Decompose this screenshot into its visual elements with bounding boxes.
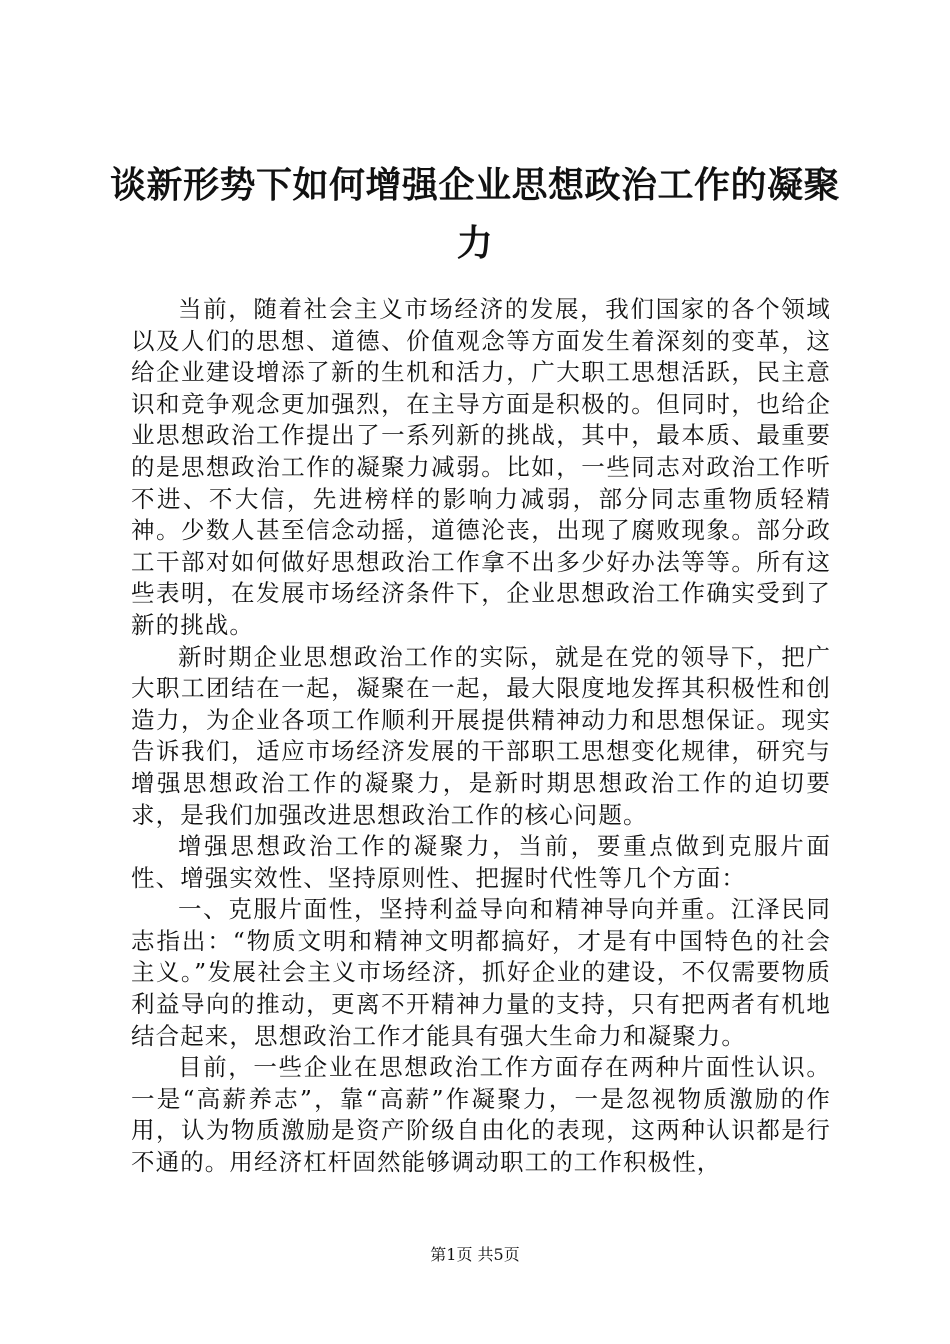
document-body [131, 294, 831, 1179]
paragraph-4: 一、克服片面性，坚持利益导向和精神导向并重。江泽民同志指出：“物质文明和精神文明都搞好，才是有中国特色的社会主义。”发展社会主义市场经济，抓好企业的建设，不仅需要物质利益导向的推动，更离不开精神力量的支持，只有把两者有机地结合起来，思想政治工作才能具有强大生命力和凝聚力。 [131, 895, 831, 1050]
page-footer: 第1页 共5页 [430, 1245, 520, 1264]
paragraph-2: 新时期企业思想政治工作的实际，就是在党的领导下，把广大职工团结在一起，凝聚在一起，最大限度地发挥其积极性和创造力，为企业各项工作顺利开展提供精神动力和思想保证。现实告诉我们，适应市场经济发展的干部职工思想变化规律，研究与增强思想政治工作的凝聚力，是新时期思想政治工作的迫切要求，是我们加强改进思想政治工作的核心问题。 [131, 642, 831, 829]
paragraph-1: 当前，随着社会主义市场经济的发展，我们国家的各个领域以及人们的思想、道德、价值观念等方面发生着深刻的变革，这给企业建设增添了新的生机和活力，广大职工思想活跃，民主意识和竞争观念更加强烈，在主导方面是积极的。但同时，也给企业思想政治工作提出了一系列新的挑战，其中，最本质、最重要的是思想政治工作的凝聚力减弱。比如，一些同志对政治工作听不进、不大信，先进榜样的影响力减弱，部分同志重物质轻精神。少数人甚至信念动摇，道德沦丧，出现了腐败现象。部分政工干部对如何做好思想政治工作拿不出多少好办法等等。所有这些表明，在发展市场经济条件下，企业思想政治工作确实受到了新的挑战。 [131, 295, 831, 639]
document-title-line-2: 力 [456, 223, 494, 264]
paragraph-3: 增强思想政治工作的凝聚力，当前，要重点做到克服片面性、增强实效性、坚持原则性、把握时代性等几个方面： [131, 832, 831, 892]
document-title-line-1: 谈新形势下如何增强企业思想政治工作的凝聚 [109, 165, 840, 206]
paragraph-5: 目前，一些企业在思想政治工作方面存在两种片面性认识。一是“高薪养志”，靠“高薪”作凝聚力，一是忽视物质激励的作用，认为物质激励是资产阶级自由化的表现，这两种认识都是行不通的。用经济杠杆固然能够调动职工的工作积极性， [131, 1053, 831, 1177]
